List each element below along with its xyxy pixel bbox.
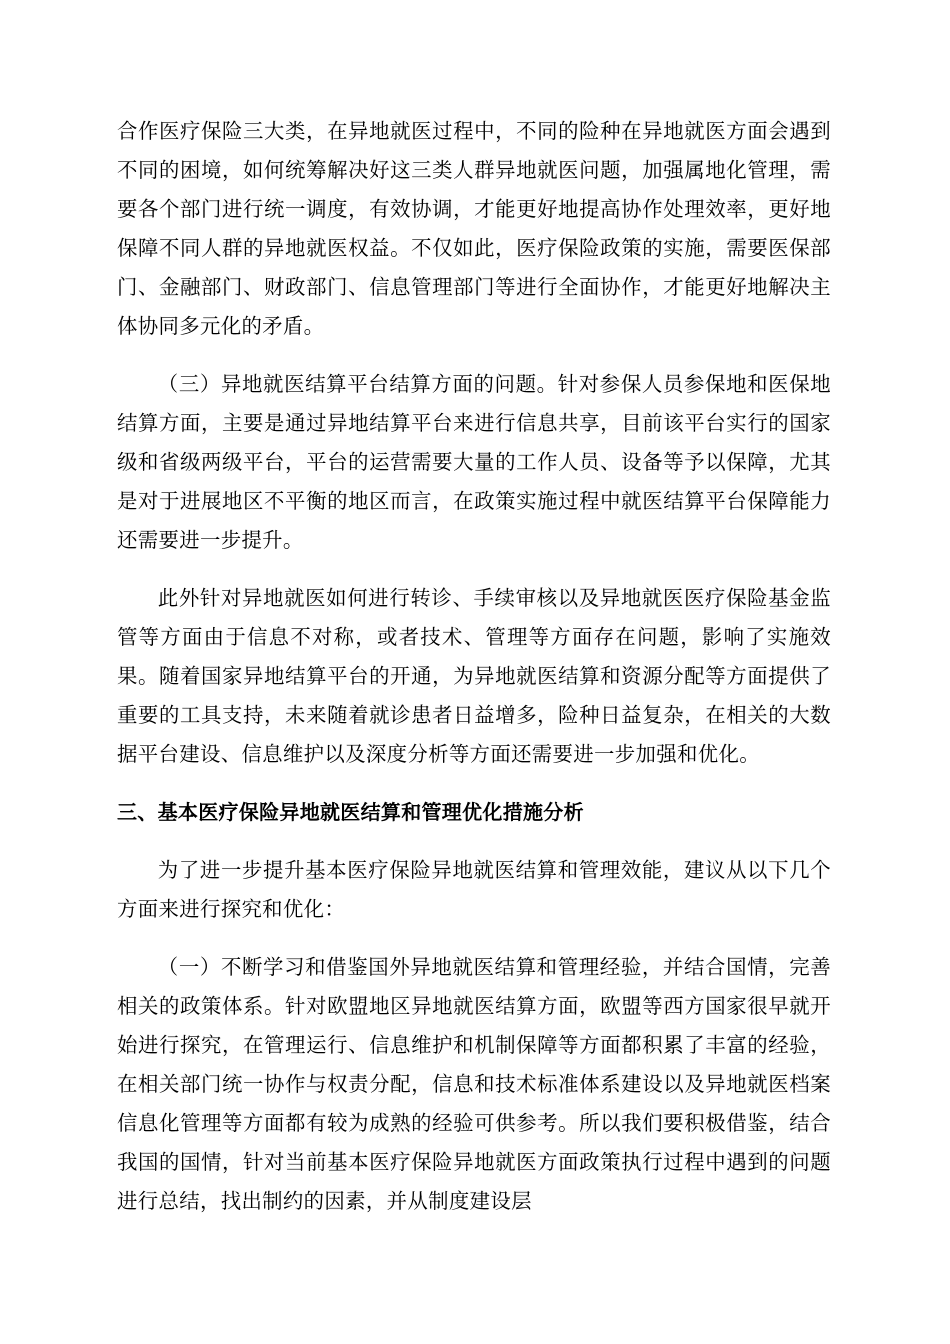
document-page <box>117 112 831 1240</box>
paragraph-settlement-platform-issue: （三）异地就医结算平台结算方面的问题。针对参保人员参保地和医保地结算方面，主要是通过异地结算平台来进行信息共享，目前该平台实行的国家级和省级两级平台，平台的运营需要大量的工作人员、设备等予以保障，尤其是对于进展地区不平衡的地区而言，在政策实施过程中就医结算平台保障能力还需要进一步提升。 <box>117 372 831 552</box>
paragraph-referral-supervision: 此外针对异地就医如何进行转诊、手续审核以及异地就医医疗保险基金监管等方面由于信息不对称，或者技术、管理等方面存在问题，影响了实施效果。随着国家异地结算平台的开通，为异地就医结算和资源分配等方面提供了重要的工具支持，未来随着就诊患者日益增多，险种日益复杂，在相关的大数据平台建设、信息维护以及深度分析等方面还需要进一步加强和优化。 <box>117 586 831 766</box>
paragraph-continuation: 合作医疗保险三大类，在异地就医过程中，不同的险种在异地就医方面会遇到不同的困境，如何统筹解决好这三类人群异地就医问题，加强属地化管理，需要各个部门进行统一调度，有效协调，才能更好地提高协作处理效率，更好地保障不同人群的异地就医权益。不仅如此，医疗保险政策的实施，需要医保部门、金融部门、财政部门、信息管理部门等进行全面协作，才能更好地解决主体协同多元化的矛盾。 <box>117 119 831 338</box>
section-heading-three: 三、基本医疗保险异地就医结算和管理优化措施分析 <box>117 800 584 824</box>
paragraph-section-intro: 为了进一步提升基本医疗保险异地就医结算和管理效能，建议从以下几个方面来进行探究和优化： <box>117 858 831 921</box>
paragraph-learn-foreign-experience: （一）不断学习和借鉴国外异地就医结算和管理经验，并结合国情，完善相关的政策体系。针对欧盟地区异地就医结算方面，欧盟等西方国家很早就开始进行探究，在管理运行、信息维护和机制保障等方面都积累了丰富的经验，在相关部门统一协作与权责分配，信息和技术标准体系建设以及异地就医档案信息化管理等方面都有较为成熟的经验可供参考。所以我们要积极借鉴，结合我国的国情，针对当前基本医疗保险异地就医方面政策执行过程中遇到的问题进行总结，找出制约的因素，并从制度建设层 <box>117 955 831 1213</box>
